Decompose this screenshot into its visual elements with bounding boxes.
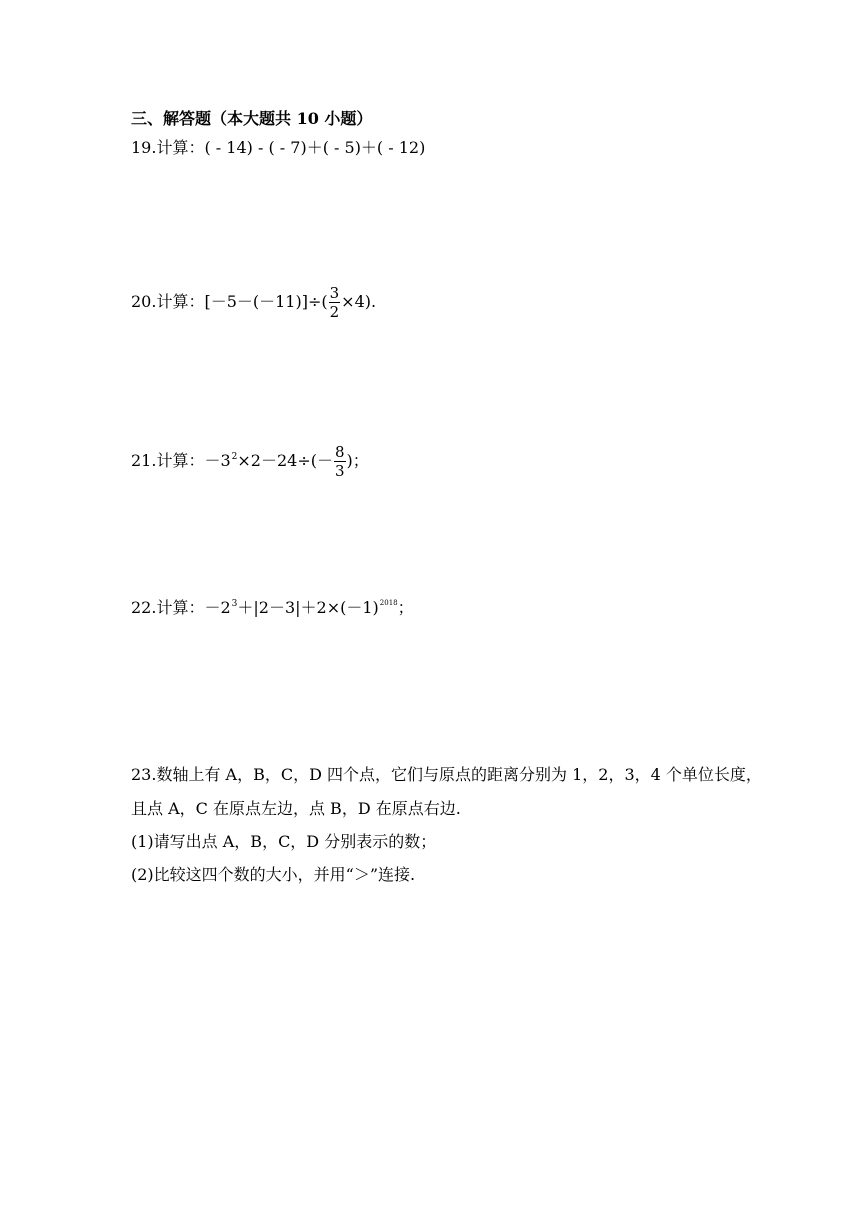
question-20 (131, 284, 376, 321)
fraction-numerator: 8 (334, 443, 345, 461)
exponent-2018: 2018 (379, 599, 398, 607)
question-23-line-3: (1)请写出点 A，B，C，D 分别表示的数； (131, 832, 437, 851)
exponent: 3 (231, 599, 238, 609)
question-19: 19.计算：( - 14) - ( - 7)＋( - 5)＋( - 12) (131, 138, 426, 157)
question-20-prefix: 20.计算：[－5－(－11)]÷( (131, 292, 328, 311)
question-23-line-1: 23.数轴上有 A，B，C，D 四个点，它们与原点的距离分别为 1，2，3，4 个单位长度， (131, 765, 762, 784)
question-21 (131, 443, 369, 480)
question-22-middle: ＋|2－3|＋2×(－1) (237, 598, 379, 617)
fraction-denominator: 3 (334, 462, 345, 480)
exponent: 2 (231, 452, 238, 462)
question-23-line-4: (2)比较这四个数的大小，并用“＞”连接. (131, 865, 416, 884)
question-22-prefix: 22.计算：－2 (131, 598, 231, 617)
question-22 (131, 593, 414, 618)
fraction-denominator: 2 (329, 303, 340, 321)
question-22-suffix: ； (397, 598, 414, 617)
question-21-suffix: )； (346, 451, 369, 470)
fraction (329, 284, 341, 321)
section-heading: 三、解答题（本大题共 10 小题） (131, 109, 373, 128)
question-21-prefix: 21.计算：－3 (131, 451, 231, 470)
question-20-suffix: ×4). (341, 292, 377, 311)
question-23-line-2: 且点 A，C 在原点左边，点 B，D 在原点右边. (131, 799, 461, 818)
question-21-middle: ×2－24÷(－ (237, 451, 333, 470)
fraction (334, 443, 346, 480)
fraction-numerator: 3 (329, 284, 340, 302)
